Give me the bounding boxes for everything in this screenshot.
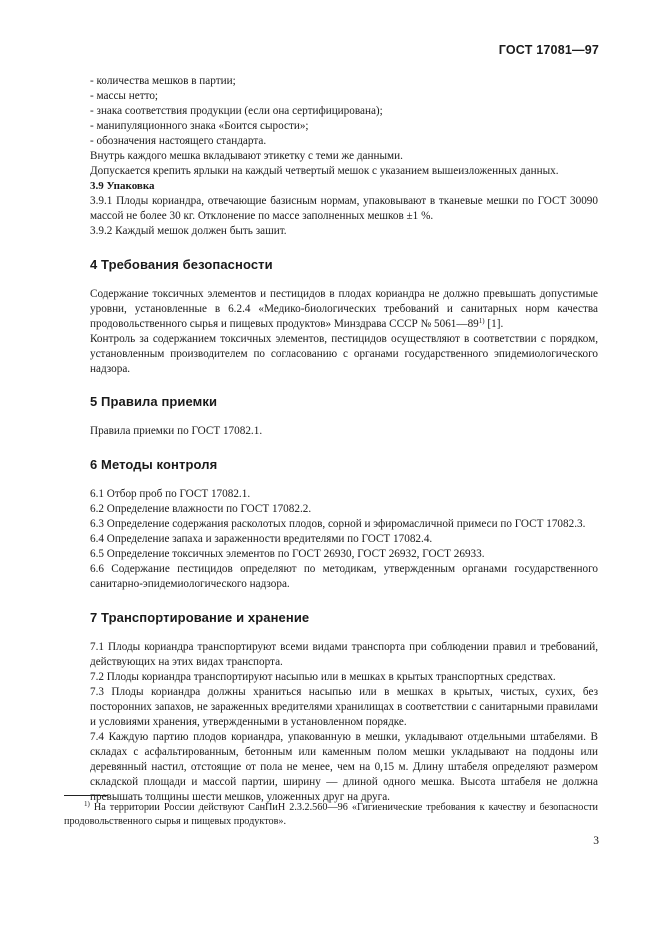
footnote-body: На территории России действуют СанПиН 2.3.2.560—96 «Гигиенические требования к качеству и безопасности продовольственного сырья и пищевых продуктов». [64,802,598,827]
paragraph-attach-labels: Допускается крепить ярлыки на каждый четвертый мешок с указанием вышеизложенных данных. [90,165,559,177]
section-title-7: 7 Транспортирование и хранение [90,610,310,625]
standard-code: ГОСТ 17081—97 [498,43,599,57]
paragraph-4-1-text: Содержание токсичных элементов и пестицидов в плодах кориандра не должно превышать допустимые уровни, установленные в 6.2.4 «Медико-биологических требований и санитарных норм качества продовольственного сырья и пищевых продуктов» Минздрава СССР № 5061—89 [90,288,598,330]
paragraph-7-3: 7.3 Плоды кориандра должны храниться насыпью или в мешках в крытых, чистых, сухих, без посторонних запахов, не зараженных вредителями хранилищах в соответствии с санитарными правилами и условиями хранения, утвержденными в установленном порядке. [90,686,598,728]
list-item: - массы нетто; [90,90,159,102]
paragraph-4-2: Контроль за содержанием токсичных элементов, пестицидов осуществляют в соответствии с порядком, установленным производителем по согласованию с органами государственного эпидемиологического надзора. [90,333,598,375]
list-item: 6.4 Определение запаха и зараженности вредителями по ГОСТ 17082.4. [90,533,433,545]
page-number: 3 [593,835,599,847]
section-title-4: 4 Требования безопасности [90,257,273,272]
list-item: 6.6 Содержание пестицидов определяют по методикам, утвержденным органами государственного санитарно-эпидемиологического надзора. [90,563,598,590]
paragraph-label-inside: Внутрь каждого мешка вкладывают этикетку с теми же данными. [90,150,403,162]
list-item: - количества мешков в партии; [90,75,236,87]
paragraph-4-1 [90,287,598,332]
paragraph-3-9-1: 3.9.1 Плоды кориандра, отвечающие базисным нормам, упаковывают в тканевые мешки по ГОСТ 30090 массой не более 30 кг. Отклонение по массе заполненных мешков ±1 %. [90,195,598,222]
list-item: - манипуляционного знака «Боится сырости»; [90,120,309,132]
section-title-5: 5 Правила приемки [90,394,218,409]
section-title-6: 6 Методы контроля [90,457,218,472]
list-item: 6.2 Определение влажности по ГОСТ 17082.2. [90,503,312,515]
list-item: 6.1 Отбор проб по ГОСТ 17082.1. [90,488,251,500]
paragraph-3-9-2: 3.9.2 Каждый мешок должен быть зашит. [90,225,287,237]
paragraph-7-1: 7.1 Плоды кориандра транспортируют всеми видами транспорта при соблюдении правил и требований, действующих на этих видах транспорта. [90,641,598,668]
subsection-title-packaging: 3.9 Упаковка [90,180,155,192]
list-item: - знака соответствия продукции (если она сертифицирована); [90,105,383,117]
paragraph-4-1-ref: [1]. [484,318,504,330]
list-item: 6.3 Определение содержания расколотых плодов, сорной и эфиромасличной примеси по ГОСТ 17082.3. [90,518,586,530]
paragraph-7-2: 7.2 Плоды кориандра транспортируют насыпью или в мешках в крытых транспортных средствах. [90,671,556,683]
footnote-divider [64,795,108,796]
page-content [90,74,598,805]
paragraph-5-1: Правила приемки по ГОСТ 17082.1. [90,425,263,437]
list-item: - обозначения настоящего стандарта. [90,135,267,147]
footnote-text [64,801,598,829]
footnote-ref: 1) [478,317,485,325]
list-item: 6.5 Определение токсичных элементов по ГОСТ 26930, ГОСТ 26932, ГОСТ 26933. [90,548,485,560]
footnote [64,801,598,829]
footnote-mark: 1) [84,800,90,808]
paragraph-7-4: 7.4 Каждую партию плодов кориандра, упакованную в мешки, укладывают отдельными штабелями. В складах с асфальтированным, бетонным или каменным полом мешки укладывают на поддоны или деревянный настил, отстоящие от пола не менее, чем на 0,15 м. Длину штабеля определяют размером складской площади и массой партии, ширину — длиной одного мешка. Высота штабеля не должна превышать толщины шести мешков, уложенных друг на друга. [90,731,598,803]
